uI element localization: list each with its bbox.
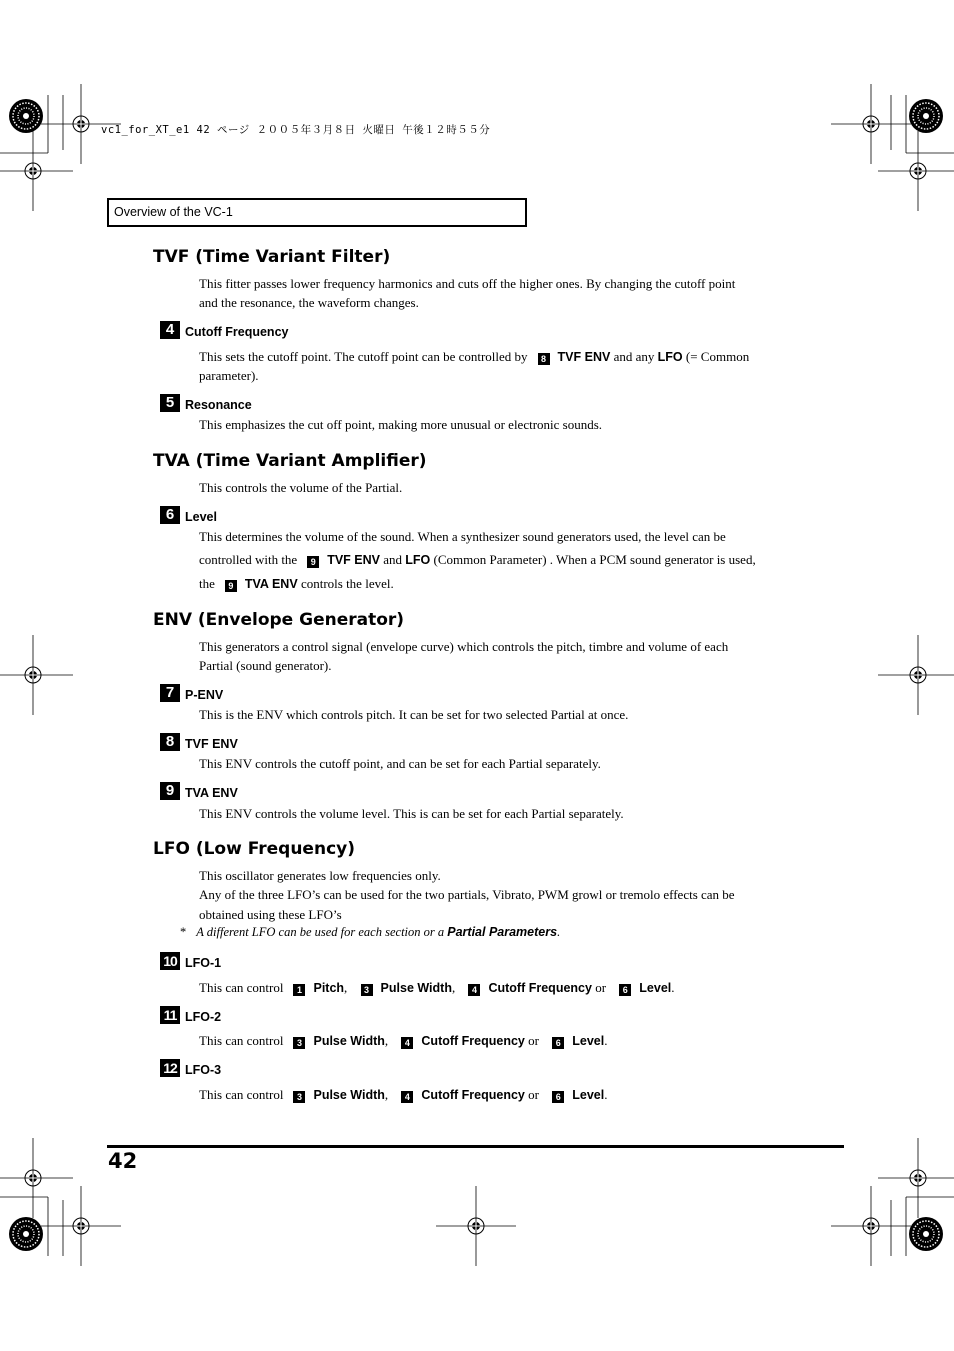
tvfenv-text: This ENV controls the cutoff point, and can be set for each Partial separately. <box>199 756 601 771</box>
tvfenv-heading: TVF ENV <box>185 737 238 751</box>
breadcrumb <box>107 198 527 227</box>
level-line3-end: controls the level. <box>297 576 394 591</box>
ref-badge: 1 <box>293 984 305 996</box>
lfo3-text <box>199 1085 607 1106</box>
ref-label: TVA ENV <box>244 577 298 591</box>
note-bold: Partial Parameters <box>447 925 558 939</box>
lfo-ref: LFO <box>405 553 431 567</box>
cutoff-text-line-1 <box>199 347 749 368</box>
note-text: A different LFO can be used for each section or a <box>196 925 448 939</box>
tvaenv-heading: TVA ENV <box>185 786 238 800</box>
or-text: or <box>524 1087 543 1102</box>
lfo2-heading: LFO-2 <box>185 1010 222 1024</box>
note-end: . <box>557 925 561 939</box>
ref-label: Pulse Width <box>380 981 452 995</box>
env-heading: ENV (Envelope Generator) <box>153 610 405 630</box>
ref-label: Level <box>572 1088 605 1102</box>
resonance-text: This emphasizes the cut off point, making more unusual or electronic sounds. <box>199 417 603 432</box>
ref-badge: 4 <box>468 984 480 996</box>
level-and: and <box>380 552 406 567</box>
tvf-intro-line-2: and the resonance, the waveform changes. <box>199 295 419 310</box>
ref-badge: 3 <box>293 1091 305 1103</box>
env-intro-line-1: This generators a control signal (envelope curve) which controls the pitch, timbre and volume of each <box>199 639 729 654</box>
period: . <box>671 980 675 995</box>
level-text-line-1: This determines the volume of the sound. When a synthesizer sound generators used, the level can be <box>199 529 726 544</box>
ref-badge: 6 <box>619 984 631 996</box>
resonance-number-badge: 5 <box>160 394 180 412</box>
lfo-intro-line-2: Any of the three LFO’s can be used for the two partials, Vibrato, PWM growl or tremolo effects can be <box>199 887 735 902</box>
breadcrumb-text: Overview of the VC-1 <box>114 205 233 219</box>
ref-label: Cutoff Frequency <box>488 981 592 995</box>
ref-label: TVF ENV <box>327 553 380 567</box>
ref-badge: 6 <box>552 1091 564 1103</box>
ref-badge: 9 <box>225 580 237 592</box>
ref-badge: 6 <box>552 1037 564 1049</box>
cutoff-text-line-2: parameter). <box>199 368 259 383</box>
penv-number-badge: 7 <box>160 684 180 702</box>
tvaenv-text: This ENV controls the volume level. This is can be set for each Partial separately. <box>199 806 624 821</box>
lfo-ref: LFO <box>657 350 683 364</box>
ref-label: Pitch <box>313 981 345 995</box>
cutoff-and-any: and any <box>610 349 658 364</box>
tvf-heading: TVF (Time Variant Filter) <box>153 247 391 267</box>
level-text-line-2 <box>199 550 756 571</box>
penv-text: This is the ENV which controls pitch. It can be set for two selected Partial at once. <box>199 707 629 722</box>
lfo1-text <box>199 978 675 999</box>
level-line2-end: (Common Parameter) . When a PCM sound generator is used, <box>430 552 756 567</box>
or-text: or <box>591 980 610 995</box>
ref-label: Cutoff Frequency <box>421 1034 525 1048</box>
level-line3-start: the <box>199 576 215 591</box>
ref-badge: 4 <box>401 1037 413 1049</box>
or-text: or <box>524 1033 543 1048</box>
print-header: vc1_for_XT_e1 42 ページ ２００５年３月８日 火曜日 午後１２時５５分 <box>101 124 491 136</box>
ref-label: TVF ENV <box>557 350 611 364</box>
lfo-intro-line-3: obtained using these LFO’s <box>199 907 342 922</box>
ref-badge: 3 <box>361 984 373 996</box>
tva-intro: This controls the volume of the Partial. <box>199 480 403 495</box>
cutoff-number-badge: 4 <box>160 321 180 339</box>
tva-heading: TVA (Time Variant Amplifier) <box>153 451 427 471</box>
lfo1-number-badge: 10 <box>160 952 180 970</box>
penv-heading: P-ENV <box>185 688 224 702</box>
ref-label: Pulse Width <box>313 1034 385 1048</box>
period: . <box>604 1033 608 1048</box>
ref-label: Level <box>639 981 672 995</box>
lfo1-prefix: This can control <box>199 980 284 995</box>
lfo2-prefix: This can control <box>199 1033 284 1048</box>
period: . <box>604 1087 608 1102</box>
level-text-line-3 <box>199 574 394 595</box>
note-asterisk: * <box>180 925 187 939</box>
comma: , <box>384 1033 392 1048</box>
page-number: 42 <box>108 1149 138 1173</box>
cutoff-heading: Cutoff Frequency <box>185 325 289 339</box>
ref-label: Level <box>572 1034 605 1048</box>
lfo2-number-badge: 11 <box>160 1006 180 1024</box>
level-heading: Level <box>185 510 217 524</box>
lfo3-number-badge: 12 <box>160 1059 180 1077</box>
ref-badge: 4 <box>401 1091 413 1103</box>
resonance-heading: Resonance <box>185 398 252 412</box>
ref-badge: 9 <box>307 556 319 568</box>
ref-label: Cutoff Frequency <box>421 1088 525 1102</box>
comma: , <box>344 980 351 995</box>
cutoff-tail: (= Common <box>682 349 750 364</box>
ref-badge: 8 <box>538 353 550 365</box>
lfo2-text <box>199 1031 607 1052</box>
cutoff-text: This sets the cutoff point. The cutoff point can be controlled by <box>199 349 528 364</box>
lfo-intro-line-1: This oscillator generates low frequencies only. <box>199 868 441 883</box>
tvf-intro-line-1: This fitter passes lower frequency harmonics and cuts off the higher ones. By changing the cutoff point <box>199 276 736 291</box>
tvaenv-number-badge: 9 <box>160 782 180 800</box>
env-intro-line-2: Partial (sound generator). <box>199 658 332 673</box>
lfo3-heading: LFO-3 <box>185 1063 222 1077</box>
comma: , <box>451 980 459 995</box>
level-number-badge: 6 <box>160 506 180 524</box>
level-line2-start: controlled with the <box>199 552 298 567</box>
footer-rule <box>107 1145 844 1148</box>
crop-lines <box>0 95 954 1256</box>
lfo3-prefix: This can control <box>199 1087 284 1102</box>
comma: , <box>384 1087 392 1102</box>
ref-label: Pulse Width <box>313 1088 385 1102</box>
lfo-note <box>180 925 560 940</box>
lfo1-heading: LFO-1 <box>185 956 222 970</box>
tvfenv-number-badge: 8 <box>160 733 180 751</box>
ref-badge: 3 <box>293 1037 305 1049</box>
lfo-heading: LFO (Low Frequency) <box>153 839 355 859</box>
